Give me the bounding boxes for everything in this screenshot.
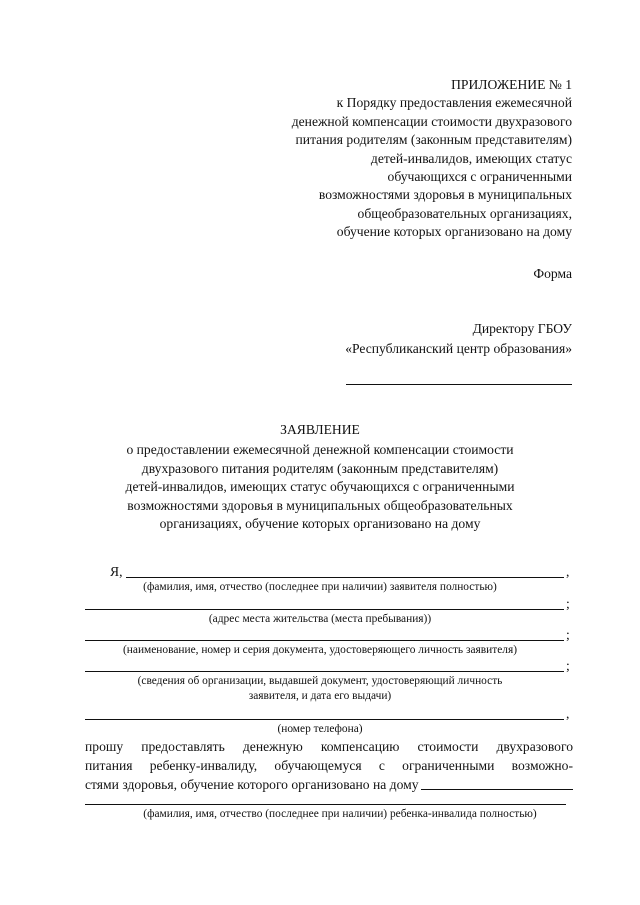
appendix-line: детей-инвалидов, имеющих статус xyxy=(370,150,572,166)
applicant-fio-caption: (фамилия, имя, отчество (последнее при наличии) заявителя полностью) xyxy=(143,581,497,593)
subtitle-line: организациях, обучение которых организовано на дому xyxy=(159,516,481,532)
field-prefix: Я, xyxy=(110,564,123,579)
field-punctuation: ; xyxy=(566,627,570,642)
applicant-fio-field[interactable] xyxy=(126,577,564,578)
appendix-line: обучающихся с ограниченными xyxy=(387,169,572,185)
identity-document-caption: (наименование, номер и серия документа, удостоверяющего личность заявителя) xyxy=(123,644,517,656)
addressee-line-1: Директору ГБОУ xyxy=(472,321,572,336)
field-punctuation: , xyxy=(566,564,570,579)
appendix-line: к Порядку предоставления ежемесячной xyxy=(336,95,572,111)
issuing-organization-caption: (сведения об организации, выдавшей документ, удостоверяющий личность xyxy=(137,675,503,687)
addressee xyxy=(345,319,572,359)
subtitle-line: детей-инвалидов, имеющих статус обучающихся с ограниченными xyxy=(125,479,515,495)
document-subtitle xyxy=(0,441,640,534)
form-label: Форма xyxy=(533,266,572,281)
child-fio-caption: (фамилия, имя, отчество (последнее при наличии) ребенка-инвалида полностью) xyxy=(143,808,537,820)
request-line: стями здоровья, обучение которого организовано на дому xyxy=(85,776,419,792)
appendix-line: обучение которых организовано на дому xyxy=(336,224,572,240)
field-punctuation: ; xyxy=(566,596,570,611)
child-fio-field[interactable] xyxy=(85,804,566,805)
subtitle-line: двухразового питания родителям (законным представителям) xyxy=(141,460,499,476)
appendix-line: возможностями здоровья в муниципальных xyxy=(318,187,572,203)
appendix-line: общеобразовательных организациях, xyxy=(357,205,572,221)
identity-document-field[interactable] xyxy=(85,640,564,641)
phone-caption: (номер телефона) xyxy=(277,723,363,735)
child-fio-inline-field[interactable] xyxy=(421,789,573,790)
subtitle-line: возможностями здоровья в муниципальных общеобразовательных xyxy=(127,497,513,513)
issuing-organization-caption: заявителя, и дата его выдачи) xyxy=(248,690,392,702)
document-title: ЗАЯВЛЕНИЕ xyxy=(280,422,360,437)
addressee-line-2: «Республиканский центр образования» xyxy=(345,341,572,356)
phone-field[interactable] xyxy=(85,719,564,720)
appendix-header xyxy=(292,76,572,242)
address-caption: (адрес места жительства (места пребывания)) xyxy=(208,613,432,625)
address-field[interactable] xyxy=(85,609,564,610)
appendix-line: денежной компенсации стоимости двухразового xyxy=(291,113,572,129)
appendix-line: ПРИЛОЖЕНИЕ № 1 xyxy=(451,77,572,92)
request-paragraph xyxy=(85,738,573,794)
appendix-line: питания родителям (законным представителям) xyxy=(295,132,572,148)
request-line: прошу предоставлять денежную компенсацию стоимости двухразового xyxy=(85,739,573,754)
issuing-organization-field[interactable] xyxy=(85,671,564,672)
applicant-name-blank[interactable] xyxy=(346,384,572,385)
field-punctuation: , xyxy=(566,706,570,721)
subtitle-line: о предоставлении ежемесячной денежной компенсации стоимости xyxy=(126,442,514,457)
request-line: питания ребенку-инвалиду, обучающемуся с ограниченными возможно- xyxy=(85,757,573,773)
field-punctuation: ; xyxy=(566,658,570,673)
